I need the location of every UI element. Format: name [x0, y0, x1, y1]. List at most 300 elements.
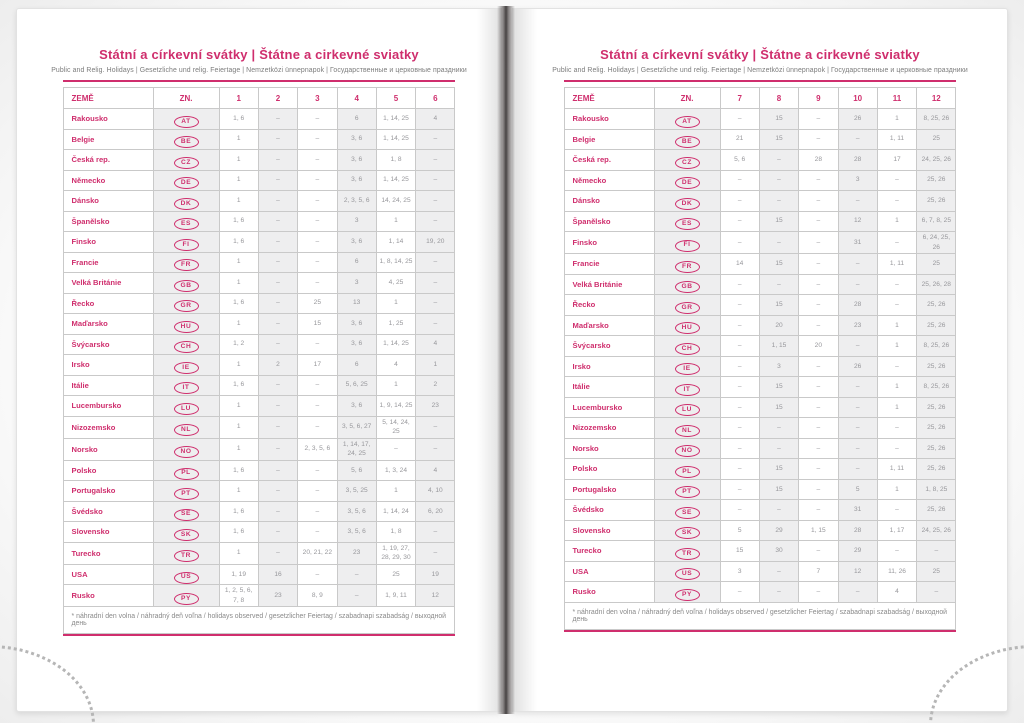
- table-row: [63, 460, 455, 481]
- holiday-dates-cell: 16: [258, 564, 297, 585]
- holiday-dates-cell: 12: [416, 585, 455, 607]
- holiday-dates-cell: 1, 14, 25: [376, 109, 415, 130]
- holiday-dates-cell: –: [258, 191, 297, 212]
- holiday-dates-cell: –: [759, 170, 798, 191]
- holiday-dates-cell: –: [298, 396, 337, 417]
- table-row: [564, 129, 956, 150]
- table-row: [63, 191, 455, 212]
- country-name: Řecko: [63, 293, 153, 314]
- holiday-dates-cell: –: [917, 541, 956, 562]
- holiday-dates-cell: 2, 3, 5, 6: [337, 191, 376, 212]
- holiday-dates-cell: 7: [799, 561, 838, 582]
- table-row: [564, 232, 956, 254]
- country-code-cell: [654, 254, 720, 275]
- holiday-dates-cell: 1, 6: [219, 109, 258, 130]
- holiday-dates-cell: 25, 26: [917, 170, 956, 191]
- holiday-dates-cell: –: [720, 295, 759, 316]
- holiday-dates-cell: 15: [759, 129, 798, 150]
- footnote-row: [564, 602, 956, 629]
- holiday-dates-cell: –: [298, 273, 337, 294]
- holiday-dates-cell: –: [759, 438, 798, 459]
- holiday-dates-cell: –: [258, 501, 297, 522]
- holiday-dates-cell: 30: [759, 541, 798, 562]
- country-code-cell: [654, 541, 720, 562]
- column-header: 1: [219, 88, 258, 109]
- holiday-dates-cell: –: [838, 254, 877, 275]
- column-header: 8: [759, 88, 798, 109]
- holiday-dates-cell: 26: [838, 109, 877, 130]
- country-code-cell: [153, 460, 219, 481]
- holiday-dates-cell: –: [298, 564, 337, 585]
- holiday-dates-cell: –: [416, 416, 455, 438]
- holiday-dates-cell: 1: [219, 438, 258, 460]
- holiday-dates-cell: –: [799, 582, 838, 603]
- table-row: [564, 397, 956, 418]
- country-name: USA: [564, 561, 654, 582]
- country-code-badge: US: [174, 572, 199, 584]
- holiday-dates-cell: 23: [337, 542, 376, 564]
- holiday-dates-cell: –: [720, 418, 759, 439]
- holiday-dates-cell: –: [376, 438, 415, 460]
- holiday-dates-cell: 25, 26: [917, 191, 956, 212]
- country-code-badge: CH: [675, 343, 700, 355]
- holiday-dates-cell: 15: [759, 397, 798, 418]
- holiday-dates-cell: 1: [219, 481, 258, 502]
- country-code-badge: NO: [174, 446, 199, 458]
- holiday-dates-cell: 15: [759, 479, 798, 500]
- holiday-dates-cell: –: [416, 211, 455, 232]
- holiday-dates-cell: 6, 7, 8, 25: [917, 211, 956, 232]
- holiday-dates-cell: 4: [416, 460, 455, 481]
- holiday-dates-cell: 1: [877, 479, 916, 500]
- table-row: [63, 170, 455, 191]
- column-header: ZEMĚ: [564, 88, 654, 109]
- holiday-dates-cell: 1, 17: [877, 520, 916, 541]
- table-row: [63, 396, 455, 417]
- holiday-dates-cell: 23: [416, 396, 455, 417]
- country-code-badge: DE: [174, 177, 199, 189]
- table-row: [63, 293, 455, 314]
- holiday-dates-cell: 1, 11: [877, 129, 916, 150]
- column-header: ZEMĚ: [63, 88, 153, 109]
- holiday-dates-cell: –: [799, 500, 838, 521]
- title-divider: [564, 80, 956, 82]
- holiday-dates-cell: 1: [219, 314, 258, 335]
- holiday-dates-cell: 31: [838, 500, 877, 521]
- holiday-dates-cell: –: [416, 252, 455, 273]
- holiday-dates-cell: 6, 20: [416, 501, 455, 522]
- country-code-cell: [654, 500, 720, 521]
- holiday-dates-cell: 25, 26, 28: [917, 274, 956, 295]
- holiday-dates-cell: 1, 2, 5, 6, 7, 8: [219, 585, 258, 607]
- footnote-row: [63, 607, 455, 634]
- country-code-badge: PT: [174, 488, 199, 500]
- holiday-dates-cell: 5, 6: [337, 460, 376, 481]
- holiday-dates-cell: –: [258, 150, 297, 171]
- country-name: Itálie: [63, 375, 153, 396]
- holiday-dates-cell: –: [838, 438, 877, 459]
- table-row: [564, 561, 956, 582]
- holiday-dates-cell: –: [799, 129, 838, 150]
- holiday-dates-cell: –: [799, 191, 838, 212]
- holiday-dates-cell: –: [799, 211, 838, 232]
- holiday-dates-cell: 1, 6: [219, 460, 258, 481]
- holiday-dates-cell: 17: [877, 150, 916, 171]
- country-code-badge: ES: [675, 218, 700, 230]
- holiday-dates-cell: –: [838, 129, 877, 150]
- country-code-cell: [153, 438, 219, 460]
- holiday-dates-cell: 1, 2: [219, 334, 258, 355]
- column-header: 3: [298, 88, 337, 109]
- holiday-dates-cell: –: [298, 109, 337, 130]
- country-code-badge: SK: [675, 527, 700, 539]
- holiday-dates-cell: –: [298, 334, 337, 355]
- holiday-dates-cell: –: [258, 211, 297, 232]
- holiday-dates-cell: –: [720, 211, 759, 232]
- holiday-dates-cell: 25, 26: [917, 295, 956, 316]
- column-header: ZN.: [654, 88, 720, 109]
- holiday-dates-cell: 1: [219, 252, 258, 273]
- country-name: Velká Británie: [63, 273, 153, 294]
- holiday-dates-cell: 25, 26: [917, 315, 956, 336]
- holiday-dates-cell: 25, 26: [917, 500, 956, 521]
- table-row: [564, 459, 956, 480]
- country-name: Velká Británie: [564, 274, 654, 295]
- country-code-badge: IT: [174, 382, 199, 394]
- holiday-dates-cell: –: [799, 479, 838, 500]
- country-code-cell: [654, 232, 720, 254]
- holiday-dates-cell: 31: [838, 232, 877, 254]
- holiday-dates-cell: 3, 6: [337, 129, 376, 150]
- table-row: [63, 564, 455, 585]
- holiday-dates-cell: –: [799, 274, 838, 295]
- holiday-dates-cell: –: [720, 500, 759, 521]
- country-code-cell: [153, 501, 219, 522]
- country-code-cell: [654, 211, 720, 232]
- holiday-dates-cell: 23: [258, 585, 297, 607]
- column-header: ZN.: [153, 88, 219, 109]
- holiday-dates-cell: 3, 6: [337, 150, 376, 171]
- country-code-cell: [654, 397, 720, 418]
- holiday-dates-cell: 1, 9, 11: [376, 585, 415, 607]
- holiday-dates-cell: 28: [799, 150, 838, 171]
- holiday-dates-cell: 1: [376, 375, 415, 396]
- holiday-dates-cell: –: [877, 500, 916, 521]
- holiday-dates-cell: –: [799, 295, 838, 316]
- country-code-cell: [654, 191, 720, 212]
- holiday-dates-cell: –: [298, 460, 337, 481]
- holiday-dates-cell: –: [416, 273, 455, 294]
- country-name: Polsko: [564, 459, 654, 480]
- holiday-dates-cell: 15: [759, 211, 798, 232]
- country-code-cell: [654, 109, 720, 130]
- holiday-dates-cell: 20: [759, 315, 798, 336]
- holiday-dates-cell: 11, 26: [877, 561, 916, 582]
- table-row: [63, 211, 455, 232]
- holiday-dates-cell: 3, 6: [337, 232, 376, 253]
- holiday-dates-cell: –: [838, 377, 877, 398]
- holiday-dates-cell: 1, 6: [219, 375, 258, 396]
- holiday-dates-cell: –: [799, 459, 838, 480]
- holiday-dates-cell: –: [799, 541, 838, 562]
- holiday-dates-cell: 2: [258, 355, 297, 376]
- country-code-badge: LU: [174, 403, 199, 415]
- holiday-dates-cell: –: [298, 150, 337, 171]
- holiday-dates-cell: 12: [838, 561, 877, 582]
- country-name: Rusko: [564, 582, 654, 603]
- holiday-dates-cell: 28: [838, 150, 877, 171]
- country-name: Německo: [63, 170, 153, 191]
- country-name: Portugalsko: [63, 481, 153, 502]
- holiday-dates-cell: 20, 21, 22: [298, 542, 337, 564]
- country-code-badge: IT: [675, 384, 700, 396]
- holiday-dates-cell: 6: [337, 355, 376, 376]
- holiday-dates-cell: –: [298, 416, 337, 438]
- holiday-dates-cell: –: [799, 315, 838, 336]
- country-name: Belgie: [63, 129, 153, 150]
- country-name: Portugalsko: [564, 479, 654, 500]
- holiday-dates-cell: 1: [219, 129, 258, 150]
- country-code-badge: FI: [675, 240, 700, 252]
- holiday-dates-cell: 15: [720, 541, 759, 562]
- country-name: Maďarsko: [564, 315, 654, 336]
- table-row: [564, 170, 956, 191]
- page-title: Státní a církevní svátky | Štátne a cirkevné sviatky: [600, 47, 920, 62]
- diary-right-page: [512, 8, 1008, 712]
- holiday-dates-cell: 1, 8, 25: [917, 479, 956, 500]
- holiday-dates-cell: 2, 3, 5, 6: [298, 438, 337, 460]
- holiday-dates-cell: –: [759, 274, 798, 295]
- country-name: Francie: [63, 252, 153, 273]
- holiday-dates-cell: 1, 14, 25: [376, 129, 415, 150]
- table-row: [564, 541, 956, 562]
- holiday-dates-cell: –: [258, 252, 297, 273]
- holiday-dates-cell: 24, 25, 26: [917, 150, 956, 171]
- country-name: Španělsko: [63, 211, 153, 232]
- holiday-dates-cell: –: [258, 314, 297, 335]
- holiday-dates-cell: 1, 6: [219, 232, 258, 253]
- holiday-dates-cell: –: [720, 170, 759, 191]
- country-code-cell: [153, 252, 219, 273]
- holiday-dates-cell: –: [416, 542, 455, 564]
- table-row: [564, 418, 956, 439]
- holiday-dates-cell: 28: [838, 295, 877, 316]
- holiday-dates-cell: –: [258, 232, 297, 253]
- holiday-dates-cell: 4, 25: [376, 273, 415, 294]
- holiday-dates-cell: 1, 6: [219, 501, 258, 522]
- table-bottom-divider: [564, 630, 956, 632]
- holiday-dates-cell: 15: [759, 459, 798, 480]
- country-code-badge: NL: [675, 425, 700, 437]
- holiday-dates-cell: 4: [376, 355, 415, 376]
- table-row: [564, 211, 956, 232]
- country-code-cell: [654, 315, 720, 336]
- table-row: [63, 501, 455, 522]
- holiday-dates-cell: –: [416, 293, 455, 314]
- country-name: Česká rep.: [564, 150, 654, 171]
- holiday-dates-cell: –: [258, 460, 297, 481]
- holiday-dates-cell: –: [720, 356, 759, 377]
- country-code-badge: LU: [675, 404, 700, 416]
- holiday-dates-cell: –: [838, 582, 877, 603]
- table-footnote: * náhradní den volna / náhradný deň voľna / holidays observed / gesetzlicher Feiertag / szabadnapi szabadság / выходной день: [564, 602, 956, 629]
- table-row: [63, 150, 455, 171]
- country-name: Slovensko: [63, 522, 153, 543]
- country-code-badge: GR: [174, 300, 199, 312]
- holiday-dates-cell: –: [258, 129, 297, 150]
- holiday-dates-cell: 1, 15: [759, 336, 798, 357]
- column-header: 9: [799, 88, 838, 109]
- holiday-dates-cell: 24, 25, 26: [917, 520, 956, 541]
- holiday-dates-cell: 25, 26: [917, 356, 956, 377]
- holiday-dates-cell: –: [298, 252, 337, 273]
- table-row: [63, 438, 455, 460]
- country-name: Finsko: [63, 232, 153, 253]
- table-row: [564, 191, 956, 212]
- holiday-dates-cell: 1, 25: [376, 314, 415, 335]
- country-code-cell: [153, 273, 219, 294]
- country-code-badge: DE: [675, 177, 700, 189]
- table-row: [63, 232, 455, 253]
- holiday-dates-cell: –: [759, 582, 798, 603]
- holiday-dates-cell: 19, 20: [416, 232, 455, 253]
- holiday-dates-cell: 1: [877, 315, 916, 336]
- holiday-dates-cell: –: [258, 375, 297, 396]
- holiday-dates-cell: 15: [759, 254, 798, 275]
- table-row: [564, 254, 956, 275]
- country-code-cell: [153, 232, 219, 253]
- holiday-dates-cell: 12: [838, 211, 877, 232]
- holiday-dates-cell: 1, 9, 14, 25: [376, 396, 415, 417]
- table-footnote: * náhradní den volna / náhradný deň voľna / holidays observed / gesetzlicher Feiertag / szabadnapi szabadság / выходной день: [63, 607, 455, 634]
- holiday-dates-cell: –: [298, 375, 337, 396]
- country-code-badge: TR: [675, 548, 700, 560]
- holiday-dates-cell: –: [877, 438, 916, 459]
- holiday-dates-cell: 1, 14, 25: [376, 170, 415, 191]
- holiday-dates-cell: 1, 6: [219, 211, 258, 232]
- holiday-dates-cell: 1, 14, 17, 24, 25: [337, 438, 376, 460]
- holiday-dates-cell: –: [298, 129, 337, 150]
- column-header: 10: [838, 88, 877, 109]
- column-header: 5: [376, 88, 415, 109]
- holiday-dates-cell: 15: [759, 109, 798, 130]
- holiday-dates-cell: 25: [376, 564, 415, 585]
- holiday-dates-cell: –: [759, 150, 798, 171]
- holiday-dates-cell: 1: [219, 355, 258, 376]
- holiday-dates-cell: 1, 19, 27, 28, 29, 30: [376, 542, 415, 564]
- holiday-dates-cell: –: [720, 232, 759, 254]
- country-code-cell: [153, 481, 219, 502]
- country-name: Norsko: [63, 438, 153, 460]
- holiday-dates-cell: 1, 8: [376, 150, 415, 171]
- holiday-dates-cell: –: [258, 438, 297, 460]
- table-header-row: [63, 88, 455, 109]
- holiday-dates-cell: 25: [917, 254, 956, 275]
- holiday-dates-cell: –: [258, 481, 297, 502]
- holiday-dates-cell: –: [720, 109, 759, 130]
- country-code-badge: FR: [174, 259, 199, 271]
- country-code-badge: GR: [675, 302, 700, 314]
- holiday-dates-cell: 1, 14, 24: [376, 501, 415, 522]
- holiday-dates-cell: 2: [416, 375, 455, 396]
- holiday-dates-cell: –: [877, 418, 916, 439]
- holiday-dates-cell: 3: [337, 273, 376, 294]
- country-name: Maďarsko: [63, 314, 153, 335]
- country-name: Nizozemsko: [63, 416, 153, 438]
- country-name: Irsko: [564, 356, 654, 377]
- table-row: [63, 416, 455, 438]
- left-page-content: [17, 9, 501, 711]
- holiday-dates-cell: 23: [838, 315, 877, 336]
- holiday-dates-cell: –: [720, 479, 759, 500]
- column-header: 12: [917, 88, 956, 109]
- holiday-dates-cell: 1, 8, 14, 25: [376, 252, 415, 273]
- table-row: [564, 109, 956, 130]
- country-code-badge: BE: [675, 136, 700, 148]
- holiday-dates-cell: –: [799, 397, 838, 418]
- country-code-cell: [153, 314, 219, 335]
- country-name: Švédsko: [63, 501, 153, 522]
- holiday-dates-cell: 1: [219, 273, 258, 294]
- country-code-cell: [153, 170, 219, 191]
- holiday-dates-cell: 5, 14, 24, 25: [376, 416, 415, 438]
- country-code-badge: DK: [675, 198, 700, 210]
- table-row: [564, 438, 956, 459]
- holiday-dates-cell: 1: [219, 150, 258, 171]
- holiday-dates-cell: 6, 24, 25, 26: [917, 232, 956, 254]
- holiday-dates-cell: 1, 6: [219, 293, 258, 314]
- holiday-dates-cell: –: [258, 522, 297, 543]
- column-header: 6: [416, 88, 455, 109]
- country-code-cell: [654, 274, 720, 295]
- holiday-dates-cell: 3, 5, 6: [337, 501, 376, 522]
- holiday-dates-cell: 1, 8: [376, 522, 415, 543]
- country-name: Česká rep.: [63, 150, 153, 171]
- holiday-dates-cell: –: [720, 582, 759, 603]
- country-code-badge: ES: [174, 218, 199, 230]
- country-code-cell: [153, 129, 219, 150]
- country-code-badge: PT: [675, 486, 700, 498]
- country-code-cell: [654, 438, 720, 459]
- holiday-dates-cell: –: [258, 416, 297, 438]
- holiday-dates-cell: –: [917, 582, 956, 603]
- table-row: [63, 585, 455, 607]
- holiday-dates-cell: –: [298, 191, 337, 212]
- holiday-dates-cell: 1: [376, 481, 415, 502]
- holiday-dates-cell: –: [877, 356, 916, 377]
- holiday-dates-cell: 1, 11: [877, 254, 916, 275]
- country-name: Norsko: [564, 438, 654, 459]
- country-code-badge: PY: [174, 593, 199, 605]
- holiday-dates-cell: –: [720, 397, 759, 418]
- holiday-dates-cell: 1: [416, 355, 455, 376]
- country-name: Švýcarsko: [63, 334, 153, 355]
- country-code-cell: [654, 150, 720, 171]
- holiday-dates-cell: 21: [720, 129, 759, 150]
- right-page-content: [513, 9, 1007, 711]
- holiday-dates-cell: –: [416, 170, 455, 191]
- holiday-dates-cell: 1: [219, 170, 258, 191]
- country-code-cell: [654, 129, 720, 150]
- table-row: [63, 481, 455, 502]
- holiday-dates-cell: –: [759, 232, 798, 254]
- book-spine: [497, 6, 515, 714]
- country-name: Švýcarsko: [564, 336, 654, 357]
- holiday-dates-cell: –: [298, 501, 337, 522]
- holidays-table-months-7-12: [564, 87, 957, 630]
- table-row: [63, 314, 455, 335]
- country-name: Rakousko: [564, 109, 654, 130]
